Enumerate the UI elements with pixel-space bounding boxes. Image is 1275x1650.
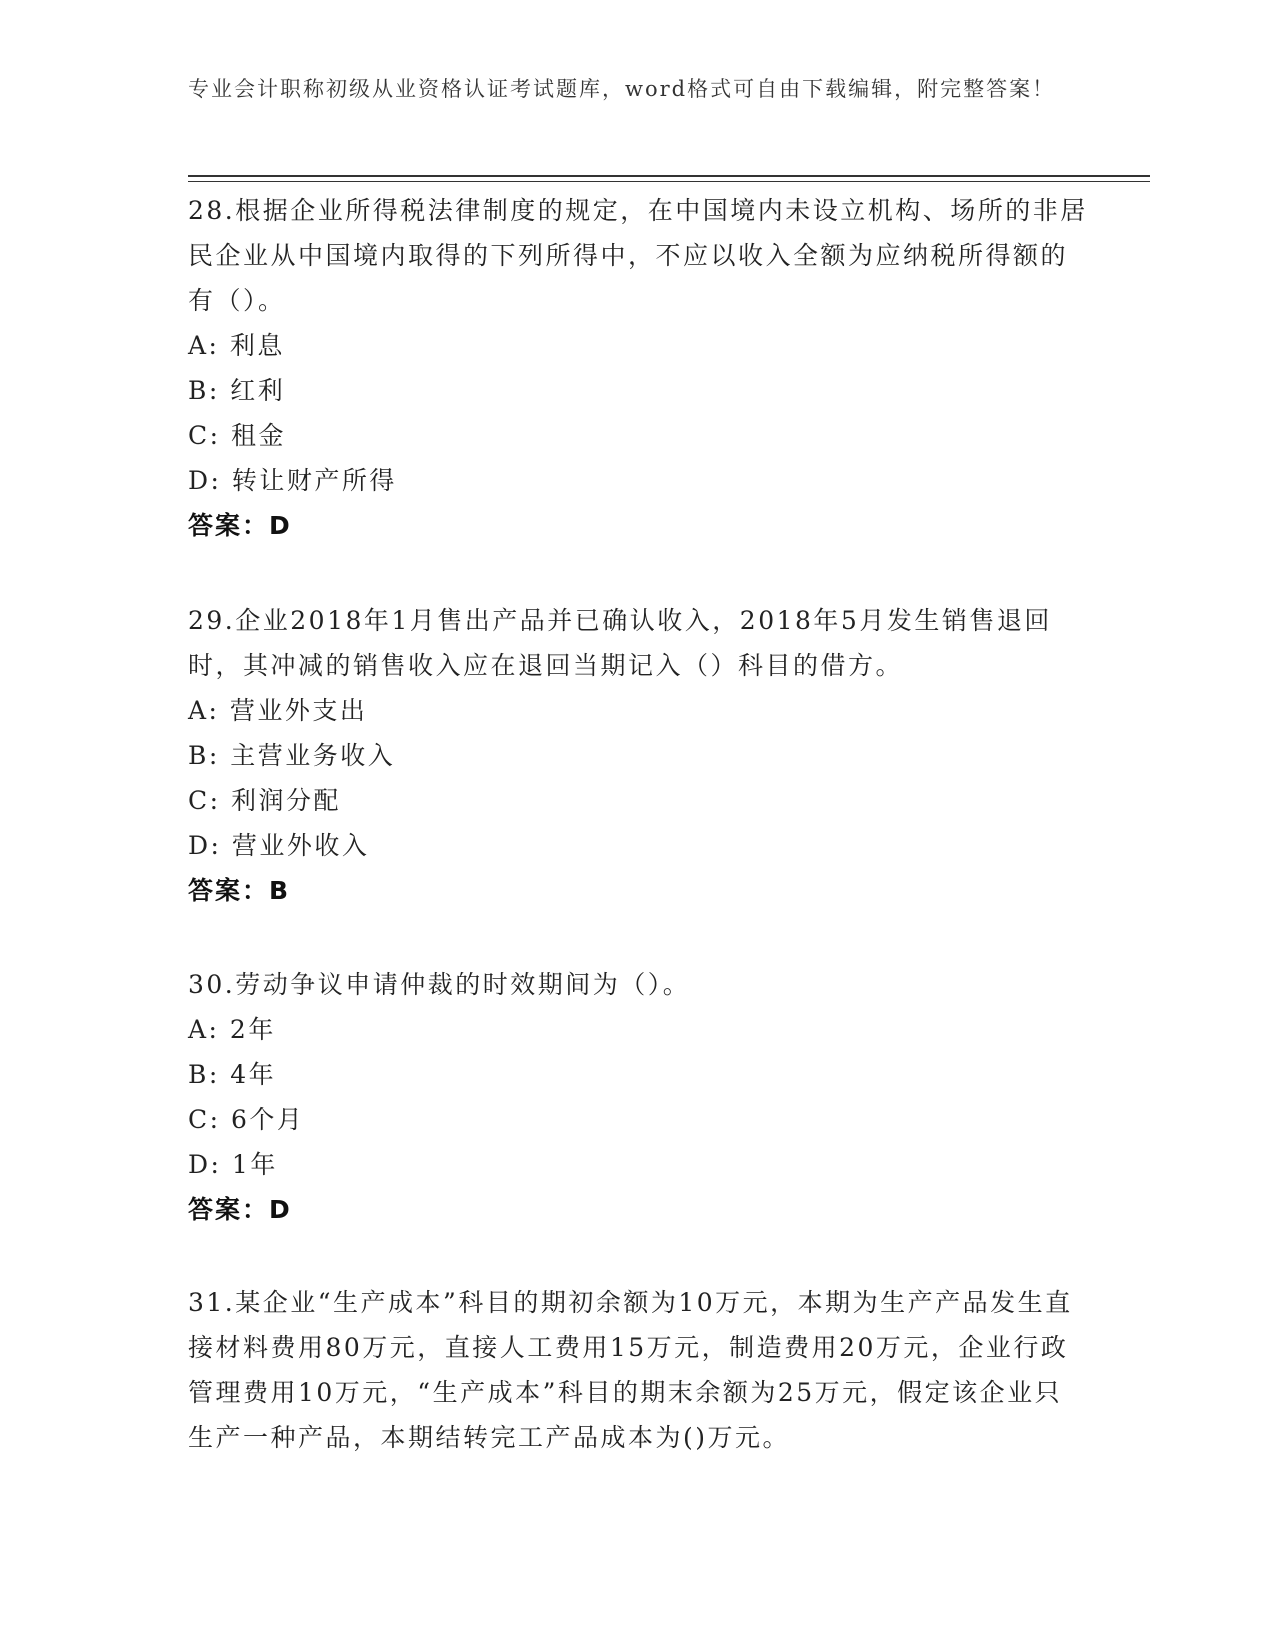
option-b: B: 红利 [188, 376, 286, 405]
option-d: D: 营业外收入 [188, 831, 370, 860]
option-a: A: 营业外支出 [188, 696, 368, 725]
answer-label: 答案：B [188, 876, 291, 905]
document-header: 专业会计职称初级从业资格认证考试题库，word格式可自由下载编辑，附完整答案！ [188, 77, 1056, 101]
answer-label: 答案：D [188, 1195, 292, 1224]
question-stem: 31.某企业“生产成本”科目的期初余额为10万元，本期为生产产品发生直接材料费用80万元，直接人工费用15万元，制造费用20万元，企业行政管理费用10万元，“生产成本”科目的期末余额为25万元，假定该企业只生产一种产品，本期结转完工产品成本为()万元。 [188, 1288, 1073, 1452]
option-d: D: 转让财产所得 [188, 466, 397, 495]
option-b: B: 主营业务收入 [188, 741, 396, 770]
answer-label: 答案：D [188, 511, 292, 540]
option-c: C: 利润分配 [188, 786, 341, 815]
question-stem: 28.根据企业所得税法律制度的规定，在中国境内未设立机构、场所的非居民企业从中国境内取得的下列所得中，不应以收入全额为应纳税所得额的有（）。 [188, 196, 1088, 315]
question-29 [188, 598, 1088, 913]
option-a: A: 2年 [188, 1015, 276, 1044]
question-stem: 29.企业2018年1月售出产品并已确认收入，2018年5月发生销售退回时，其冲减的销售收入应在退回当期记入（）科目的借方。 [188, 606, 1052, 680]
question-30 [188, 962, 1088, 1232]
option-c: C: 租金 [188, 421, 286, 450]
question-28 [188, 188, 1088, 548]
option-d: D: 1年 [188, 1150, 278, 1179]
question-31 [188, 1280, 1088, 1460]
header-divider-thin [188, 181, 1150, 182]
question-stem: 30.劳动争议申请仲裁的时效期间为（）。 [188, 970, 691, 999]
option-b: B: 4年 [188, 1060, 277, 1089]
option-a: A: 利息 [188, 331, 285, 360]
option-c: C: 6个月 [188, 1105, 305, 1134]
header-divider-thick [188, 175, 1150, 177]
